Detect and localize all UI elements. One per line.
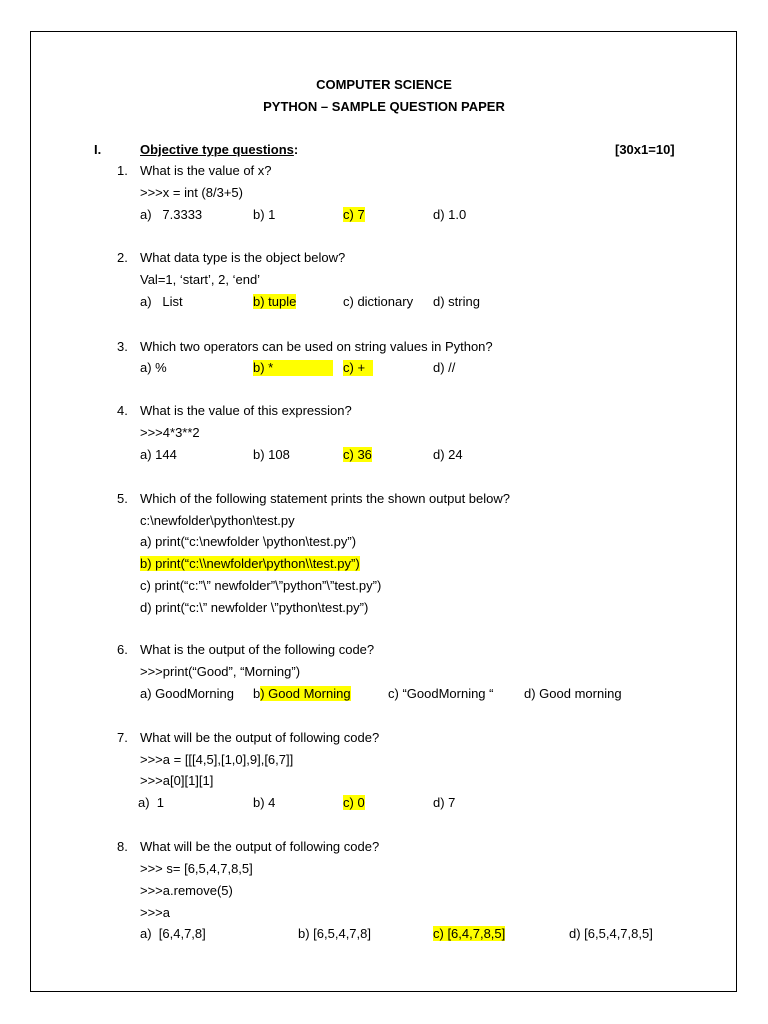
- question-text: Which of the following statement prints the shown output below?: [140, 491, 510, 506]
- paper-title: PYTHON – SAMPLE QUESTION PAPER: [263, 99, 505, 114]
- option-d: d) 24: [433, 447, 463, 462]
- option-b: b) 1: [253, 207, 276, 222]
- question-text: What data type is the object below?: [140, 250, 346, 265]
- question-code: >>> s= [6,5,4,7,8,5]: [140, 861, 253, 876]
- option-c: c) dictionary: [343, 294, 414, 309]
- option-a: a) List: [140, 294, 183, 309]
- highlighted-answer: c) [6,4,7,8,5]: [433, 926, 506, 941]
- question-number: 8.: [117, 839, 128, 854]
- option-b-answer: [253, 686, 351, 702]
- option-c-answer: [343, 447, 372, 463]
- section-colon: :: [293, 142, 299, 157]
- option-a: a) 144: [140, 447, 177, 462]
- question-code: c:\newfolder\python\test.py: [140, 513, 295, 528]
- option-a: a) GoodMorning: [140, 686, 234, 701]
- option-c-answer: [433, 926, 505, 942]
- question-text: What is the value of x?: [140, 163, 272, 178]
- question-code: Val=1, ‘start’, 2, ‘end’: [140, 272, 261, 287]
- option-a: a) 7.3333: [140, 207, 203, 222]
- subject-title: COMPUTER SCIENCE: [316, 77, 452, 92]
- highlighted-answer: c) 0: [343, 795, 365, 810]
- question-number: 6.: [117, 642, 128, 657]
- question-text: What will be the output of following code?: [140, 730, 380, 745]
- question-number: 3.: [117, 339, 128, 354]
- question-code: >>>a.remove(5): [140, 883, 233, 898]
- highlighted-answer: ) Good Morning: [260, 686, 351, 701]
- section-marks: [30x1=10]: [615, 142, 675, 157]
- page-border: [30, 31, 737, 992]
- question-number: 1.: [117, 163, 128, 178]
- question-text: What is the output of the following code?: [140, 642, 375, 657]
- option-d: d) print(“c:\” newfolder \”python\test.py”): [140, 600, 369, 615]
- question-text: Which two operators can be used on string values in Python?: [140, 339, 493, 354]
- question-text: What will be the output of following code?: [140, 839, 380, 854]
- question-number: 5.: [117, 491, 128, 506]
- question-number: 2.: [117, 250, 128, 265]
- option-b: b) 108: [253, 447, 290, 462]
- option-b: b) [6,5,4,7,8]: [298, 926, 371, 941]
- option-c-answer: [343, 795, 365, 811]
- option-d: d) 7: [433, 795, 456, 810]
- option-d: d) Good morning: [524, 686, 622, 701]
- option-b-letter: b: [253, 686, 261, 701]
- highlighted-answer: b) print(“c:\\newfolder\python\\test.py”): [140, 556, 360, 571]
- option-d: d) 1.0: [433, 207, 467, 222]
- question-code: >>>a = [[[4,5],[1,0],9],[6,7]]: [140, 752, 294, 767]
- question-code: >>>a[0][1][1]: [140, 773, 214, 788]
- highlighted-answer: c) 7: [343, 207, 365, 222]
- question-code: >>>4*3**2: [140, 425, 200, 440]
- question-code: >>>a: [140, 905, 171, 920]
- option-c: c) print(“c:”\” newfolder”\”python”\”test.py”): [140, 578, 382, 593]
- option-a: a) 1: [138, 795, 165, 810]
- section-title: Objective type questions: [140, 142, 294, 157]
- highlighted-answer: b) tuple: [253, 294, 297, 309]
- option-c: c) “GoodMorning “: [388, 686, 494, 701]
- question-number: 4.: [117, 403, 128, 418]
- question-code: >>>x = int (8/3+5): [140, 185, 243, 200]
- option-b-answer: [140, 556, 360, 572]
- option-c-answer: [343, 207, 365, 223]
- question-text: What is the value of this expression?: [140, 403, 352, 418]
- option-a: a) [6,4,7,8]: [140, 926, 206, 941]
- option-a: a) print(“c:\newfolder \python\test.py”): [140, 534, 357, 549]
- section-heading: [140, 142, 298, 158]
- option-d: d) [6,5,4,7,8,5]: [569, 926, 653, 941]
- option-b: b) 4: [253, 795, 276, 810]
- question-code: >>>print(“Good”, “Morning”): [140, 664, 301, 679]
- option-c-answer: c) +: [343, 360, 373, 376]
- section-numeral: I.: [94, 142, 102, 157]
- option-d: d) //: [433, 360, 456, 375]
- option-a: a) %: [140, 360, 167, 375]
- option-b-answer: [253, 294, 296, 310]
- option-b-answer: b) *: [253, 360, 333, 376]
- question-number: 7.: [117, 730, 128, 745]
- highlighted-answer: c) 36: [343, 447, 372, 462]
- option-d: d) string: [433, 294, 480, 309]
